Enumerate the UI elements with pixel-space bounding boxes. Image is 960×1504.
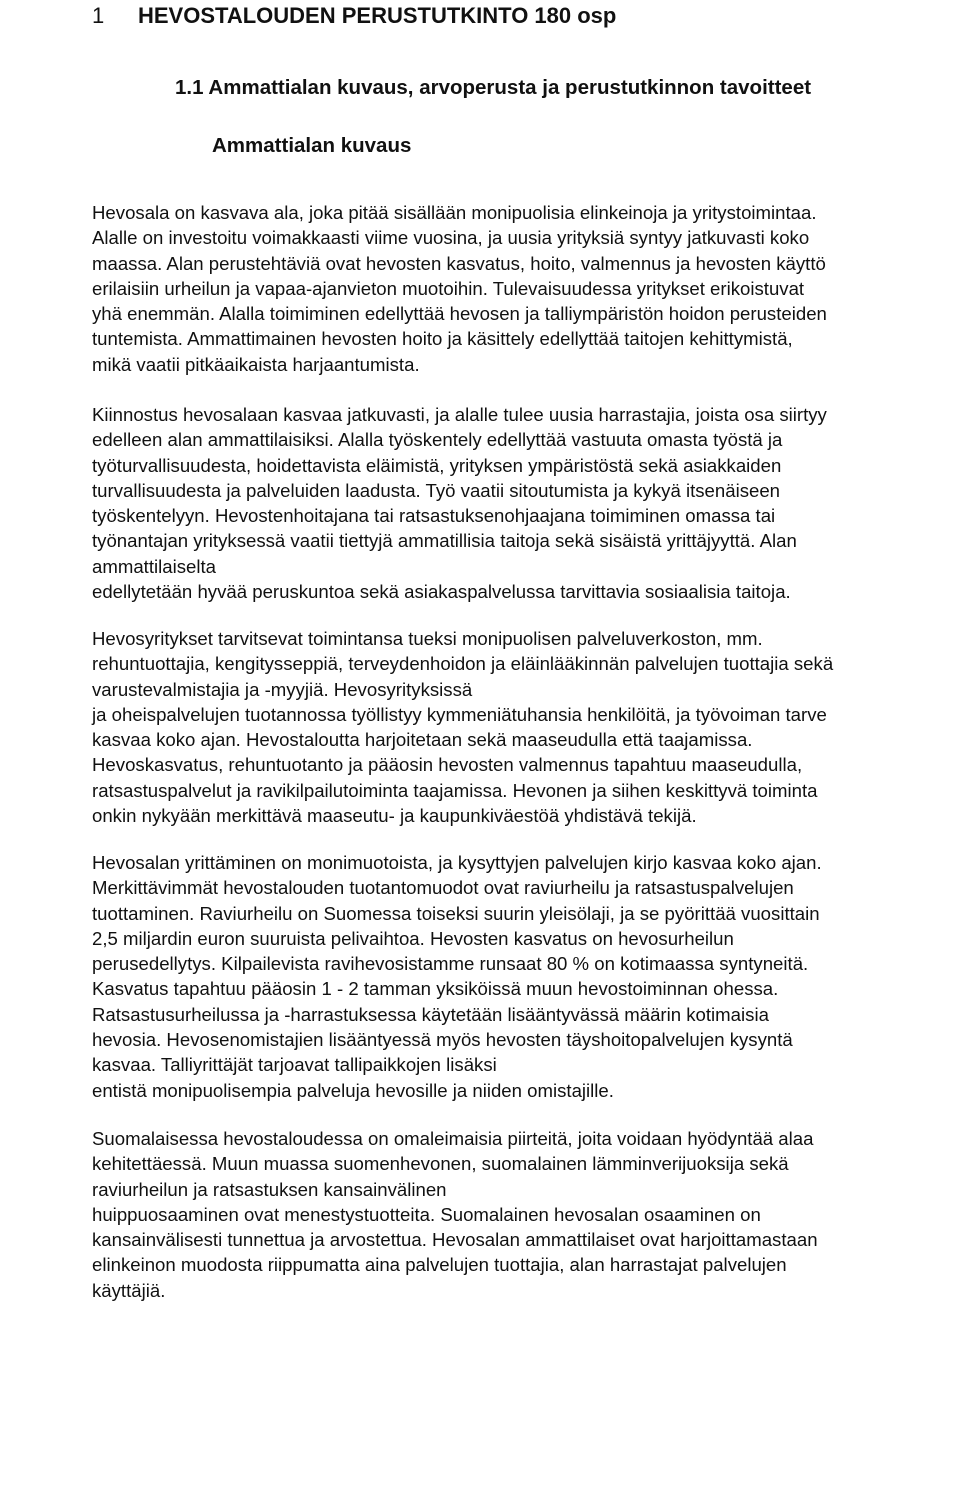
paragraph-1 <box>92 200 960 377</box>
paragraph-line: työturvallisuudesta, hoidettavista eläimistä, yrityksen ympäristöstä sekä asiakkaiden <box>92 454 782 476</box>
paragraph-3 <box>92 626 960 828</box>
paragraph-line: Alalle on investoitu voimakkaasti viime vuosina, ja uusia yrityksiä syntyy jatkuvasti koko <box>92 227 810 249</box>
paragraph-line: Hevoskasvatus, rehuntuotanto ja pääosin hevosten valmennus tapahtuu maaseudulla, <box>92 754 803 776</box>
section-heading: 1.1 Ammattialan kuvaus, arvoperusta ja perustutkinnon tavoitteet <box>175 76 812 99</box>
paragraph-line: raviurheilun ja ratsastuksen kansainvälinen <box>92 1178 447 1200</box>
paragraph-line: työskentelyyn. Hevostenhoitajana tai ratsastuksenohjaajana toimiminen omassa tai <box>92 505 776 527</box>
subsection-heading: Ammattialan kuvaus <box>212 134 412 157</box>
paragraph-line: erilaisiin urheilun ja vapaa-ajanvieton muotoihin. Tulevaisuudessa yritykset erikoistuvat <box>92 277 805 299</box>
chapter-heading <box>92 2 616 30</box>
paragraph-line: kansainvälisesti tunnettua ja arvostettua. Hevosalan ammattilaiset ovat harjoittamastaan <box>92 1229 818 1251</box>
paragraph-line: perusedellytys. Kilpailevista ravihevosistamme runsaat 80 % on kotimaassa syntyneitä. <box>92 953 809 975</box>
paragraph-line: edellytetään hyvää peruskuntoa sekä asiakaspalvelussa tarvittavia sosiaalisia taitoja. <box>92 581 791 603</box>
paragraph-line: tuntemista. Ammattimainen hevosten hoito ja käsittely edellyttää taitojen kehittymistä, <box>92 328 793 350</box>
paragraph-line: Suomalaisessa hevostaloudessa on omaleimaisia piirteitä, joita voidaan hyödyntää alaa <box>92 1128 814 1149</box>
paragraph-line: maassa. Alan perustehtäviä ovat hevosten kasvatus, hoito, valmennus ja hevosten käyttö <box>92 252 826 274</box>
paragraph-line: mikä vaatii pitkäaikaista harjaantumista. <box>92 353 420 375</box>
paragraph-line: rehuntuottajia, kengitysseppiä, terveydenhoidon ja eläinlääkinnän palvelujen tuottajia sekä <box>92 653 834 675</box>
paragraph-line: Hevosala on kasvava ala, joka pitää sisällään monipuolisia elinkeinoja ja yritystoimintaa. <box>92 202 817 223</box>
paragraph-line: käyttäjiä. <box>92 1279 166 1301</box>
paragraph-line: ratsastuspalvelut ja ravikilpailutoiminta taajamissa. Hevonen ja siihen keskittyvä toiminta <box>92 779 818 801</box>
paragraph-line: ja oheispalvelujen tuotannossa työllistyy kymmeniätuhansia henkilöitä, ja työvoiman tarve <box>92 703 827 725</box>
paragraph-line: entistä monipuolisempia palveluja hevosille ja niiden omistajille. <box>92 1079 614 1101</box>
paragraph-line: ammattilaiselta <box>92 555 217 577</box>
paragraph-line: Hevosalan yrittäminen on monimuotoista, ja kysyttyjen palvelujen kirjo kasvaa koko ajan. <box>92 852 822 873</box>
paragraph-line: 2,5 miljardin euron suuruista pelivaihtoa. Hevosten kasvatus on hevosurheilun <box>92 927 734 949</box>
chapter-number: 1 <box>92 3 105 28</box>
paragraph-line: Ratsastusurheilussa ja -harrastuksessa käytetään lisääntyvässä määrin kotimaisia <box>92 1003 769 1025</box>
paragraph-line: turvallisuudesta ja palveluiden laadusta. Työ vaatii sitoutumista ja kykyä itsenäiseen <box>92 479 781 501</box>
paragraph-line: Kiinnostus hevosalaan kasvaa jatkuvasti, ja alalle tulee uusia harrastajia, joista osa siirtyy <box>92 404 827 425</box>
paragraph-line: kasvaa. Talliyrittäjät tarjoavat tallipaikkojen lisäksi <box>92 1054 497 1076</box>
paragraph-5 <box>92 1126 960 1303</box>
paragraph-line: tuottaminen. Raviurheilu on Suomessa toiseksi suurin yleisölaji, ja se pyörittää vuosittain <box>92 902 820 924</box>
chapter-title: HEVOSTALOUDEN PERUSTUTKINTO 180 osp <box>138 3 617 28</box>
paragraph-line: Hevosyritykset tarvitsevat toimintansa tueksi monipuolisen palveluverkoston, mm. <box>92 628 763 649</box>
paragraph-line: varustevalmistajia ja -myyjiä. Hevosyrityksissä <box>92 678 473 700</box>
paragraph-4 <box>92 850 960 1103</box>
paragraph-line: kasvaa koko ajan. Hevostaloutta harjoitetaan sekä maaseudulla että taajamissa. <box>92 729 753 751</box>
paragraph-line: edelleen alan ammattilaisiksi. Alalla työskentely edellyttää vastuuta omasta työstä ja <box>92 429 783 451</box>
paragraph-line: yhä enemmän. Alalla toimiminen edellyttää hevosen ja talliympäristön hoidon perusteiden <box>92 303 827 325</box>
paragraph-line: huippuosaaminen ovat menestystuotteita. Suomalainen hevosalan osaaminen on <box>92 1203 761 1225</box>
paragraph-line: kehitettäessä. Muun muassa suomenhevonen, suomalainen lämminverijuoksija sekä <box>92 1153 789 1175</box>
paragraph-2 <box>92 402 960 604</box>
paragraph-line: onkin nykyään merkittävä maaseutu- ja kaupunkiväestöä yhdistävä tekijä. <box>92 805 697 827</box>
paragraph-line: Merkittävimmät hevostalouden tuotantomuodot ovat raviurheilu ja ratsastuspalvelujen <box>92 877 794 899</box>
paragraph-line: Kasvatus tapahtuu pääosin 1 - 2 tamman yksiköissä muun hevostoiminnan ohessa. <box>92 978 779 1000</box>
paragraph-line: elinkeinon muodosta riippumatta aina palvelujen tuottajia, alan harrastajat palvelujen <box>92 1254 787 1276</box>
paragraph-line: hevosia. Hevosenomistajien lisääntyessä myös hevosten täyshoitopalvelujen kysyntä <box>92 1029 793 1051</box>
paragraph-line: työnantajan yrityksessä vaatii tiettyjä ammatillisia taitoja sekä sisäistä yrittäjyyttä. Alan <box>92 530 797 552</box>
